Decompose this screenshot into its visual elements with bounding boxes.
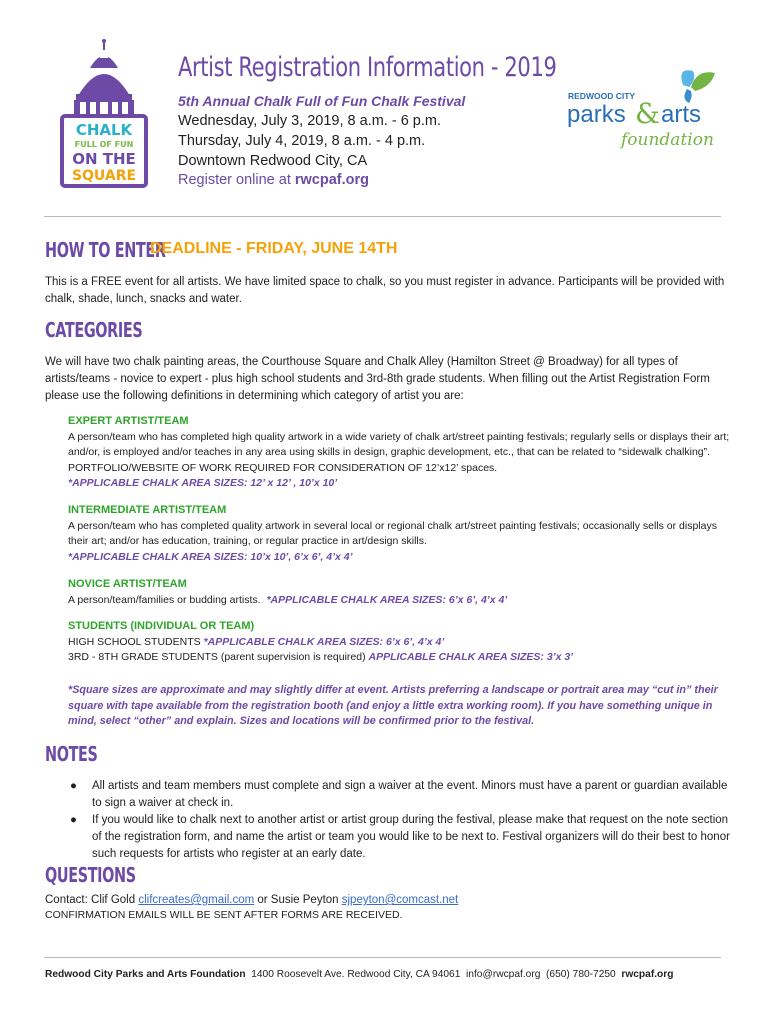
logo-square: SQUARE xyxy=(71,168,137,184)
novice-description: A person/team/families or budding artists. xyxy=(68,593,261,606)
confirmation-note: CONFIRMATION EMAILS WILL BE SENT AFTER FORMS ARE RECEIVED. xyxy=(45,909,403,921)
logo-chalk-word: CHALK xyxy=(75,121,133,139)
intermediate-sizes: *APPLICABLE CHALK AREA SIZES: 10’x 10’, 6’x 6’, 4’x 4’ xyxy=(68,550,353,563)
footer xyxy=(45,969,673,980)
date-line-2: Thursday, July 4, 2019, 8 a.m. - 4 p.m. xyxy=(178,133,426,149)
category-expert xyxy=(68,414,733,492)
page-title: Artist Registration Information - 2019 xyxy=(178,52,557,83)
logo-foundation: foundation xyxy=(621,130,714,150)
intermediate-description: A person/team who has completed quality artwork in several local or regional chalk art/street painting festivals; occasionally sells or displays their art; and/or has education, training, or regular practice in art/design skills. xyxy=(68,519,717,547)
festival-name: 5th Annual Chalk Full of Fun Chalk Festival xyxy=(178,93,466,109)
category-novice xyxy=(68,577,733,608)
contact-mid: or Susie Peyton xyxy=(254,894,342,906)
notes-heading: NOTES xyxy=(45,742,98,766)
register-prefix: Register online at xyxy=(178,172,295,188)
how-to-enter-text: This is a FREE event for all artists. We have limited space to chalk, so you must register in advance. Participants will be provided with chalk, shade, lunch, snacks and water. xyxy=(45,276,725,305)
email-link-clif[interactable]: clifcreates@gmail.com xyxy=(138,894,255,906)
deadline: DEADLINE - FRIDAY, JUNE 14TH xyxy=(150,240,398,257)
list-item xyxy=(70,778,730,812)
notes-list xyxy=(70,778,730,863)
square-size-note: *Square sizes are approximate and may slightly differ at event. Artists preferring a landscape or portrait area may “cut in” their square with tape available from the registration booth (and enjoy a little extra working room). If you have something unique in mind, select “other” and explain. Sizes and locations will be confirmed prior to the festival. xyxy=(68,684,718,727)
location: Downtown Redwood City, CA xyxy=(178,153,368,169)
footer-site[interactable]: rwcpaf.org xyxy=(621,969,674,980)
date-line-1: Wednesday, July 3, 2019, 8 a.m. - 6 p.m. xyxy=(178,113,442,129)
footer-org: Redwood City Parks and Arts Foundation xyxy=(45,969,246,980)
contact-prefix: Contact: Clif Gold xyxy=(45,894,139,906)
questions-heading: QUESTIONS xyxy=(45,863,136,887)
logo-redwood-city: REDWOOD CITY xyxy=(568,91,636,101)
header-divider xyxy=(44,216,721,217)
register-line xyxy=(178,172,369,188)
category-students xyxy=(68,619,733,666)
how-to-enter-heading: HOW TO ENTER xyxy=(45,238,166,262)
logo-parks: parks xyxy=(567,101,626,128)
grade-school-sizes: APPLICABLE CHALK AREA SIZES: 3’x 3’ xyxy=(368,651,574,663)
categories-intro: We will have two chalk painting areas, the Courthouse Square and Chalk Alley (Hamilton Street @ Broadway) for all types of artists/teams - novice to expert - plus high school students and 3rd-8th grade students. When filling out the Artist Registration Form please use the following definitions in determining which category of artist you are: xyxy=(45,356,710,402)
category-intermediate xyxy=(68,503,733,565)
chalk-festival-logo xyxy=(60,38,148,188)
expert-description: A person/team who has completed high quality artwork in a wide variety of chalk art/street painting festivals; regularly sells or displays their art; and/or, is employed and/or teaches in any area using skills in design, graphic development, etc., that can be related to “sidewalk chalking”. PORTFOLIO/WEBSITE OF WORK REQUIRED FOR CONSIDERATION OF 12’x12’ spaces. xyxy=(68,430,730,474)
high-school-sizes: *APPLICABLE CHALK AREA SIZES: 6’x 6’, 4’x 4’ xyxy=(203,635,445,648)
register-site-link[interactable]: rwcpaf.org xyxy=(294,172,369,188)
footer-divider xyxy=(44,957,721,958)
footer-address: 1400 Roosevelt Ave. Redwood City, CA 94061 info@rwcpaf.org (650) 780-7250 xyxy=(245,969,622,980)
students-title: STUDENTS (INDIVIDUAL OR TEAM) xyxy=(68,620,255,632)
logo-arts: arts xyxy=(661,101,702,128)
note-text: If you would like to chalk next to another artist or artist group during the festival, please make that request on the note section of the registration form, and name the artist or team you would like to be next to. Festival organizers will do their best to honor such requests for artists who register at an early date. xyxy=(92,814,730,860)
bullet: ● xyxy=(70,780,77,792)
email-link-susie[interactable]: sjpeyton@comcast.net xyxy=(341,894,459,906)
logo-full-of-fun: FULL OF FUN xyxy=(74,140,134,149)
high-school-label: HIGH SCHOOL STUDENTS xyxy=(68,635,204,648)
categories-heading: CATEGORIES xyxy=(45,318,143,342)
list-item xyxy=(70,812,730,863)
intermediate-title: INTERMEDIATE ARTIST/TEAM xyxy=(68,504,227,516)
note-text: All artists and team members must complete and sign a waiver at the event. Minors must have a parent or guardian available to sign a waiver at check in. xyxy=(92,780,728,809)
parks-arts-foundation-logo xyxy=(565,65,725,155)
expert-sizes: *APPLICABLE CHALK AREA SIZES: 12’ x 12’ , 10’x 10’ xyxy=(68,477,338,489)
bullet: ● xyxy=(70,814,77,826)
novice-sizes: *APPLICABLE CHALK AREA SIZES: 6’x 6’, 4’x 4’ xyxy=(266,593,508,606)
grade-school-label: 3RD - 8TH GRADE STUDENTS (parent supervision is required) xyxy=(68,651,369,663)
logo-on-the: ON THE xyxy=(72,150,136,168)
novice-title: NOVICE ARTIST/TEAM xyxy=(68,578,187,590)
expert-title: EXPERT ARTIST/TEAM xyxy=(68,415,189,427)
logo-ampersand: & xyxy=(635,97,660,130)
contact-line xyxy=(45,892,458,909)
